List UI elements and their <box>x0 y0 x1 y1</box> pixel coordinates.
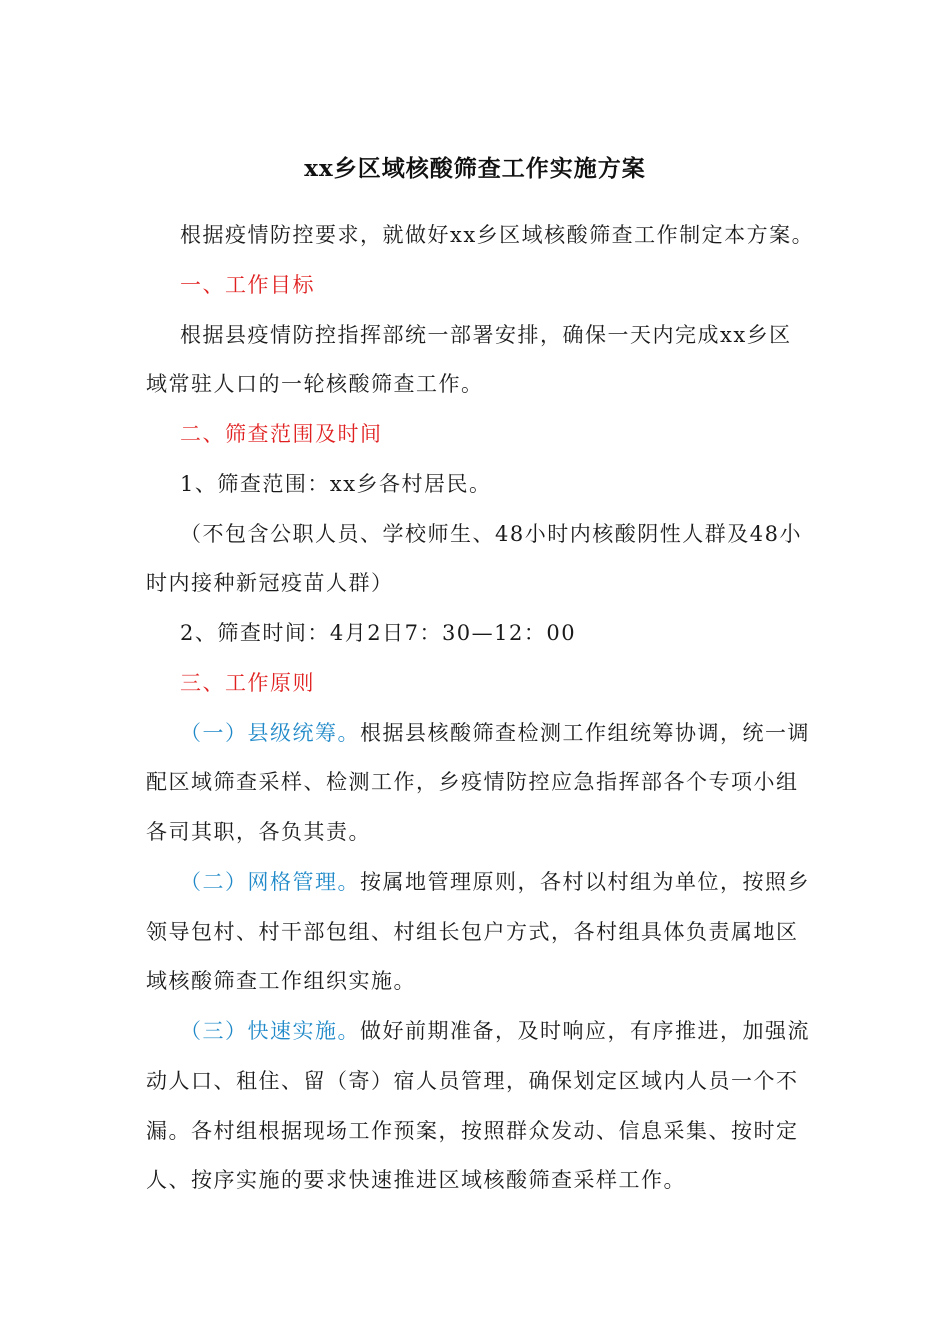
goals-text-line-2: 域常驻人口的一轮核酸筛查工作。 <box>146 372 484 396</box>
document-title: xx乡区域核酸筛查工作实施方案 <box>304 155 646 182</box>
scope-item-range: 1、筛查范围：xx乡各村居民。 <box>180 472 492 496</box>
principle-2-label: （二）网格管理。 <box>180 870 360 894</box>
principle-2-line-3: 域核酸筛查工作组织实施。 <box>146 969 416 993</box>
scope-note-line-2: 时内接种新冠疫苗人群） <box>146 571 394 595</box>
principle-2-line-2: 领导包村、村干部包组、村组长包户方式，各村组具体负责属地区 <box>146 920 799 944</box>
goals-text-line-1: 根据县疫情防控指挥部统一部署安排，确保一天内完成xx乡区 <box>180 323 792 347</box>
scope-note-line-1: （不包含公职人员、学校师生、48小时内核酸阴性人群及48小 <box>180 522 802 546</box>
principle-3-label: （三）快速实施。 <box>180 1019 360 1043</box>
principle-1-label: （一）县级统筹。 <box>180 721 360 745</box>
principle-2-text: 按属地管理原则，各村以村组为单位，按照乡 <box>360 870 810 894</box>
principle-1-line-2: 配区域筛查采样、检测工作，乡疫情防控应急指挥部各个专项小组 <box>146 770 799 794</box>
section-heading-principles: 三、工作原则 <box>180 671 315 695</box>
intro-paragraph: 根据疫情防控要求，就做好xx乡区域核酸筛查工作制定本方案。 <box>180 223 815 247</box>
principle-3-line-1 <box>180 1016 860 1046</box>
principle-1-text: 根据县核酸筛查检测工作组统筹协调，统一调 <box>360 721 810 745</box>
principle-1-line-3: 各司其职，各负其责。 <box>146 820 371 844</box>
principle-2-line-1 <box>180 867 860 897</box>
principle-3-line-2: 动人口、租住、留（寄）宿人员管理，确保划定区域内人员一个不 <box>146 1069 799 1093</box>
section-heading-scope: 二、筛查范围及时间 <box>180 422 383 446</box>
section-heading-goals: 一、工作目标 <box>180 273 315 297</box>
principle-1-line-1 <box>180 718 860 748</box>
principle-3-line-3: 漏。各村组根据现场工作预案，按照群众发动、信息采集、按时定 <box>146 1119 799 1143</box>
scope-item-time: 2、筛查时间：4月2日7：30—12：00 <box>180 621 577 645</box>
principle-3-text: 做好前期准备，及时响应，有序推进，加强流 <box>360 1019 810 1043</box>
principle-3-line-4: 人、按序实施的要求快速推进区域核酸筛查采样工作。 <box>146 1168 686 1192</box>
